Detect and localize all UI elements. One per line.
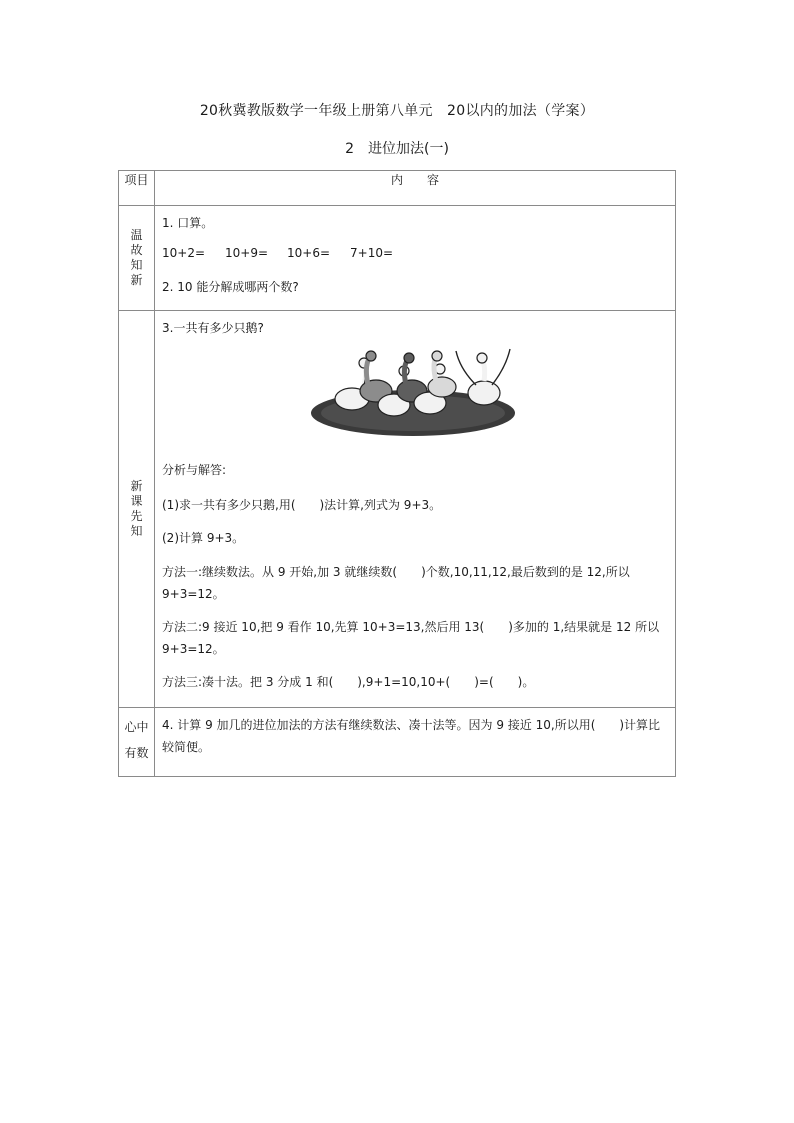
row-label-summary bbox=[119, 708, 154, 766]
question-4: 4. 计算 9 加几的进位加法的方法有继续数法、凑十法等。因为 9 接近 10,所以用( )计算比较简便。 bbox=[162, 718, 661, 754]
calc-item: 10+6= bbox=[287, 246, 331, 260]
method-3: 方法三:凑十法。把 3 分成 1 和( ),9+1=10,10+( )=( )。 bbox=[162, 675, 535, 689]
row-label-cell bbox=[119, 206, 155, 311]
header-cell-content bbox=[155, 171, 676, 206]
table-row bbox=[119, 708, 676, 777]
row-label-line-2: 有数 bbox=[124, 746, 149, 760]
table-row bbox=[119, 311, 676, 708]
table-header-row bbox=[119, 171, 676, 206]
method-1: 方法一:继续数法。从 9 开始,加 3 就继续数( )个数,10,11,12,最后数到的是 12,所以 9+3=12。 bbox=[162, 565, 630, 601]
geese-illustration bbox=[310, 347, 520, 439]
question-1: 1. 口算。 bbox=[162, 216, 214, 230]
method-2: 方法二:9 接近 10,把 9 看作 10,先算 10+3=13,然后用 13( )多加的 1,结果就是 12 所以 9+3=12。 bbox=[162, 620, 660, 656]
header-content-label: 内 容 bbox=[390, 173, 439, 187]
row-content-cell bbox=[155, 311, 676, 708]
row-content-cell bbox=[155, 708, 676, 777]
row-content-cell bbox=[155, 206, 676, 311]
analysis-part-1: (1)求一共有多少只鹅,用( )法计算,列式为 9+3。 bbox=[162, 498, 442, 512]
analysis-part-2: (2)计算 9+3。 bbox=[162, 531, 245, 545]
calc-item: 10+2= bbox=[162, 246, 206, 260]
document-subtitle: 2 进位加法(一) bbox=[345, 141, 449, 157]
question-2: 2. 10 能分解成哪两个数? bbox=[162, 280, 299, 294]
mental-math-list bbox=[162, 246, 393, 260]
worksheet-table bbox=[118, 170, 676, 777]
header-cell-item bbox=[119, 171, 155, 206]
document-title: 20秋冀教版数学一年级上册第八单元 20以内的加法（学案） bbox=[199, 103, 595, 119]
row-label-cell bbox=[119, 311, 155, 708]
row-label-new-lesson: 新课先知 bbox=[130, 479, 143, 538]
question-3: 3.一共有多少只鹅? bbox=[162, 321, 264, 335]
header-item-label: 项目 bbox=[124, 173, 149, 187]
analysis-title: 分析与解答: bbox=[162, 463, 227, 477]
table-row bbox=[119, 206, 676, 311]
calc-item: 7+10= bbox=[350, 246, 394, 260]
row-label-review: 温故知新 bbox=[130, 228, 143, 287]
row-label-line-1: 心中 bbox=[124, 720, 149, 734]
row-label-cell bbox=[119, 708, 155, 777]
calc-item: 10+9= bbox=[225, 246, 269, 260]
